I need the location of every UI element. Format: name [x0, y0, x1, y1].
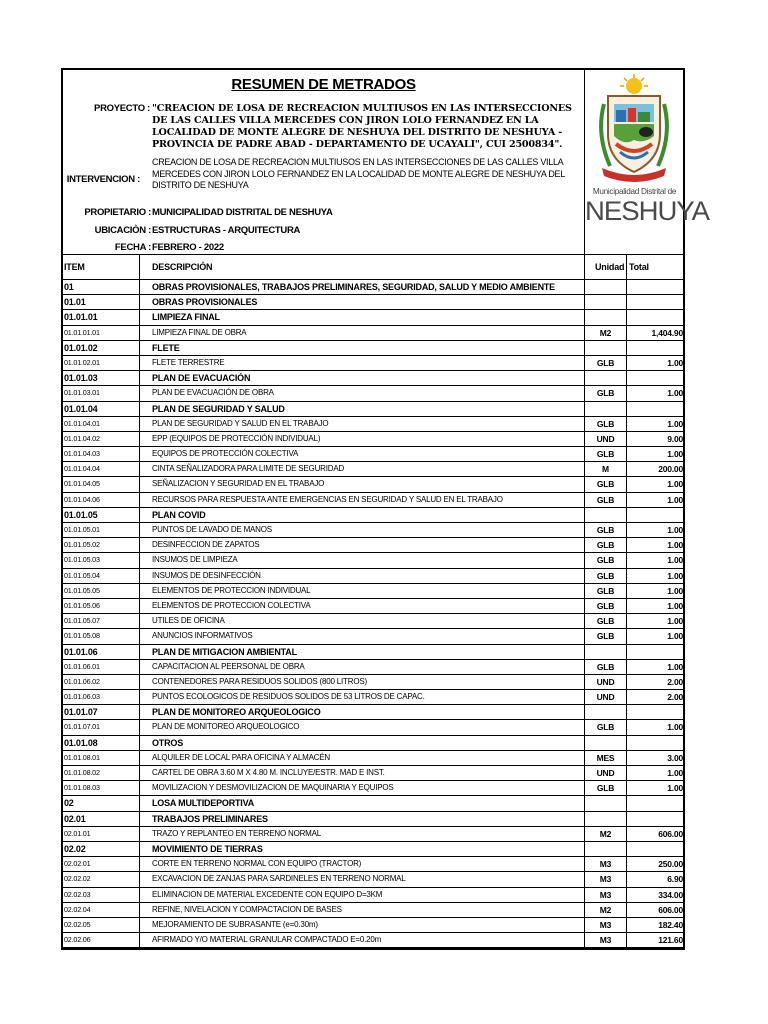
table-row — [63, 417, 683, 432]
table-row — [63, 857, 683, 872]
row-total: 3.00 — [667, 752, 683, 763]
table-row — [63, 736, 683, 751]
row-total: 334.00 — [658, 889, 683, 900]
table-row — [63, 356, 683, 371]
row-unit: GLB — [585, 629, 627, 643]
table-row — [63, 538, 683, 553]
row-item-code: 01.01.05.03 — [63, 553, 140, 567]
row-total — [627, 371, 683, 385]
row-total: 2.00 — [667, 692, 683, 703]
row-total — [627, 842, 683, 856]
row-unit — [585, 842, 627, 856]
row-unit: M3 — [585, 857, 627, 871]
page-title: RESUMEN DE METRADOS — [231, 76, 416, 93]
row-unit: M3 — [585, 888, 627, 902]
row-unit: UND — [585, 432, 627, 446]
metrados-table — [63, 254, 683, 948]
table-row — [63, 280, 683, 295]
row-description: REFINE, NIVELACION Y COMPACTACION DE BASES — [140, 903, 585, 917]
table-row — [63, 690, 683, 705]
table-row — [63, 888, 683, 903]
row-description: CAPACITACION AL PEERSONAL DE OBRA — [140, 660, 585, 674]
row-description: OBRAS PROVISIONALES — [140, 295, 585, 309]
row-item-code: 01.01.04.05 — [63, 477, 140, 491]
row-total: 182.40 — [658, 919, 683, 930]
metrados-sheet — [61, 68, 709, 950]
row-total — [627, 295, 683, 309]
table-row — [63, 660, 683, 675]
table-row — [63, 796, 683, 811]
row-description: ELEMENTOS DE PROTECCION COLECTIVA — [140, 599, 585, 613]
row-total: 1.00 — [667, 768, 683, 778]
table-row — [63, 872, 683, 887]
table-row — [63, 751, 683, 766]
intervencion-value: CREACION DE LOSA DE RECREACION MULTIUSOS EN LAS INTERSECCIONES DE LAS CALLES VILLA MERCEDES CON JIRON LOLO FERNANDEZ EN LA LOCALIDAD DE MONTE ALEGRE DE NESHUYA DEL DISTRITO DE NESHUYA — [152, 157, 565, 190]
row-description: UTILES DE OFICINA — [140, 614, 585, 628]
propietario-value: MUNICIPALIDAD DISTRITAL DE NESHUYA — [152, 207, 333, 218]
row-total: 606.00 — [658, 828, 683, 839]
row-item-code: 01.01.02 — [63, 341, 140, 355]
row-total: 1.00 — [667, 600, 683, 611]
proyecto-value: "CREACION DE LOSA DE RECREACION MULTIUSOS EN LAS INTERSECCIONES DE LAS CALLES VILLA MERCEDES CON JIRON LOLO FERNANDEZ EN LA LOCALIDAD DE MONTE ALEGRE DE NESHUYA DEL DISTRITO DE NESHUYA - PROVINCIA DE PADRE ABAD - DEPARTAMENTO DE UCAYALI", CUI 2500834". — [152, 103, 572, 150]
table-row — [63, 614, 683, 629]
table-row — [63, 918, 683, 933]
row-item-code: 01.01.06 — [63, 645, 140, 659]
fecha-label: FECHA : — [114, 242, 151, 253]
row-total: 1.00 — [667, 616, 683, 627]
table-row — [63, 508, 683, 523]
row-unit: M2 — [585, 903, 627, 917]
table-row — [63, 766, 683, 781]
row-description: MEJORAMIENTO DE SUBRASANTE (e=0.30m) — [140, 918, 585, 932]
table-row — [63, 933, 683, 948]
row-unit — [585, 796, 627, 810]
row-unit — [585, 295, 627, 309]
row-item-code: 02 — [63, 796, 140, 810]
row-description: PUNTOS DE LAVADO DE MANOS — [140, 523, 585, 537]
table-row — [63, 462, 683, 477]
table-row — [63, 371, 683, 386]
row-description: PLAN DE MITIGACION AMBIENTAL — [140, 645, 585, 659]
row-unit: UND — [585, 766, 627, 780]
row-description: LOSA MULTIDEPORTIVA — [140, 796, 585, 810]
table-row — [63, 295, 683, 310]
row-unit — [585, 508, 627, 522]
row-unit: GLB — [585, 447, 627, 461]
table-row — [63, 812, 683, 827]
row-item-code: 01.01.04.04 — [63, 462, 140, 476]
row-unit — [585, 645, 627, 659]
row-total: 1.00 — [667, 479, 683, 490]
row-total — [627, 508, 683, 522]
row-total: 1.00 — [667, 555, 683, 566]
row-total: 1.00 — [667, 585, 683, 596]
logo-name: NESHUYA — [585, 196, 709, 226]
row-total — [627, 402, 683, 416]
row-item-code: 01.01.04.02 — [63, 432, 140, 446]
table-row — [63, 553, 683, 568]
row-item-code: 01.01 — [63, 295, 140, 309]
row-unit: GLB — [585, 538, 627, 552]
row-total — [627, 796, 683, 810]
row-total: 1.00 — [667, 388, 683, 399]
row-unit — [585, 341, 627, 355]
row-total: 1.00 — [667, 418, 683, 429]
row-description: PLAN DE EVACUACIÓN DE OBRA — [140, 386, 585, 400]
table-row — [63, 386, 683, 401]
row-description: EXCAVACION DE ZANJAS PARA SARDINELES EN TERRENO NORMAL — [140, 872, 585, 886]
row-item-code: 02.01 — [63, 812, 140, 826]
row-unit: GLB — [585, 493, 627, 507]
row-unit: GLB — [585, 356, 627, 370]
row-item-code: 01.01.05.06 — [63, 599, 140, 613]
row-unit: MES — [585, 751, 627, 765]
table-row — [63, 310, 683, 325]
row-description: CONTENEDORES PARA RESIDUOS SOLIDOS (800 LITROS) — [140, 675, 585, 689]
table-row — [63, 326, 683, 341]
row-total — [627, 341, 683, 355]
row-description: ALQUILER DE LOCAL PARA OFICINA Y ALMACÉN — [140, 751, 585, 765]
row-total — [627, 280, 683, 294]
row-unit: M3 — [585, 872, 627, 886]
row-item-code: 02.02 — [63, 842, 140, 856]
table-body — [63, 280, 683, 948]
row-item-code: 01 — [63, 280, 140, 294]
row-description: OBRAS PROVISIONALES, TRABAJOS PRELIMINARES, SEGURIDAD, SALUD Y MEDIO AMBIENTE — [140, 280, 585, 294]
row-description: EPP (EQUIPOS DE PROTECCIÓN INDIVIDUAL) — [140, 432, 585, 446]
row-unit: GLB — [585, 417, 627, 431]
row-description: MOVILIZACION Y DESMOVILIZACION DE MAQUINARIA Y EQUIPOS — [140, 781, 585, 795]
row-description: ANUNCIOS INFORMATIVOS — [140, 629, 585, 643]
table-row — [63, 341, 683, 356]
table-row — [63, 432, 683, 447]
row-description: PLAN DE SEGURIDAD Y SALUD — [140, 402, 585, 416]
row-unit: GLB — [585, 477, 627, 491]
row-item-code: 01.01.08.02 — [63, 766, 140, 780]
row-description: OTROS — [140, 736, 585, 750]
row-total: 2.00 — [667, 676, 683, 687]
row-item-code: 01.01.06.02 — [63, 675, 140, 689]
table-row — [63, 705, 683, 720]
intervencion-label: INTERVENCION : — [66, 174, 140, 185]
row-total — [627, 310, 683, 324]
table-row — [63, 629, 683, 644]
row-description: DESINFECCION DE ZAPATOS — [140, 538, 585, 552]
row-unit: GLB — [585, 660, 627, 674]
row-item-code: 01.01.05.04 — [63, 569, 140, 583]
logo-caption: Municipalidad Distrital de — [592, 187, 677, 196]
row-item-code: 01.01.01.01 — [63, 326, 140, 340]
row-unit: GLB — [585, 599, 627, 613]
row-unit: GLB — [585, 523, 627, 537]
row-description: PLAN DE MONITOREO ARQUEOLOGICO — [140, 705, 585, 719]
table-row — [63, 493, 683, 508]
row-unit: GLB — [585, 553, 627, 567]
row-total: 1.00 — [667, 540, 683, 551]
row-description: MOVIMIENTO DE TIERRAS — [140, 842, 585, 856]
row-item-code: 02.02.03 — [63, 888, 140, 902]
row-unit — [585, 280, 627, 294]
row-description: AFIRMADO Y/O MATERIAL GRANULAR COMPACTADO E=0.20m — [140, 933, 585, 947]
row-item-code: 01.01.06.01 — [63, 660, 140, 674]
column-header-descripcion: DESCRIPCIÓN — [140, 254, 585, 279]
row-description: SEÑALIZACION Y SEGURIDAD EN EL TRABAJO — [140, 477, 585, 491]
row-description: CINTA SEÑALIZADORA PARA LIMITE DE SEGURIDAD — [140, 462, 585, 476]
row-unit: M — [585, 462, 627, 476]
ubicacion-label: UBICACIÒN : — [94, 225, 151, 236]
row-description: TRAZO Y REPLANTEO EN TERRENO NORMAL — [140, 827, 585, 841]
row-item-code: 01.01.08.01 — [63, 751, 140, 765]
row-total: 1.00 — [667, 494, 683, 505]
municipality-logo — [585, 74, 709, 250]
row-unit: GLB — [585, 386, 627, 400]
fecha-value: FEBRERO - 2022 — [152, 242, 224, 253]
row-unit — [585, 812, 627, 826]
row-description: PLAN DE SEGURIDAD Y SALUD EN EL TRABAJO — [140, 417, 585, 431]
row-item-code: 01.01.04.01 — [63, 417, 140, 431]
row-description: EQUIPOS DE PROTECCIÓN COLECTIVA — [140, 447, 585, 461]
row-item-code: 01.01.03.01 — [63, 386, 140, 400]
row-unit: M3 — [585, 933, 627, 947]
row-unit — [585, 736, 627, 750]
row-total: 250.00 — [658, 859, 683, 870]
row-unit: GLB — [585, 569, 627, 583]
row-unit: M3 — [585, 918, 627, 932]
row-total — [627, 736, 683, 750]
row-item-code: 01.01.08 — [63, 736, 140, 750]
row-item-code: 01.01.01 — [63, 310, 140, 324]
table-row — [63, 402, 683, 417]
row-description: PLAN COVID — [140, 508, 585, 522]
row-total: 606.00 — [658, 904, 683, 915]
row-total: 1.00 — [667, 449, 683, 460]
row-unit — [585, 705, 627, 719]
table-row — [63, 447, 683, 462]
table-row — [63, 584, 683, 599]
row-item-code: 01.01.04.03 — [63, 447, 140, 461]
table-row — [63, 645, 683, 660]
row-item-code: 01.01.05.02 — [63, 538, 140, 552]
table-header-row — [63, 254, 683, 280]
column-header-item: ITEM — [63, 254, 140, 279]
row-item-code: 02.02.01 — [63, 857, 140, 871]
row-description: ELIMINACION DE MATERIAL EXCEDENTE CON EQUIPO D=3KM — [140, 888, 585, 902]
row-description: ELEMENTOS DE PROTECCION INDIVIDUAL — [140, 584, 585, 598]
row-total: 1.00 — [667, 631, 683, 642]
row-item-code: 01.01.05.08 — [63, 629, 140, 643]
row-unit: GLB — [585, 584, 627, 598]
row-item-code: 02.02.02 — [63, 872, 140, 886]
ubicacion-value: ESTRUCTURAS - ARQUITECTURA — [152, 225, 301, 236]
row-description: TRABAJOS PRELIMINARES — [140, 812, 585, 826]
row-total: 1.00 — [667, 722, 683, 733]
row-unit — [585, 310, 627, 324]
row-description: CORTE EN TERRENO NORMAL CON EQUIPO (TRACTOR) — [140, 857, 585, 871]
row-item-code: 01.01.03 — [63, 371, 140, 385]
row-unit: GLB — [585, 614, 627, 628]
row-unit: GLB — [585, 720, 627, 734]
row-item-code: 01.01.04.06 — [63, 493, 140, 507]
row-unit — [585, 402, 627, 416]
row-unit — [585, 371, 627, 385]
row-description: LIMPIEZA FINAL — [140, 310, 585, 324]
row-unit: M2 — [585, 827, 627, 841]
row-item-code: 02.02.05 — [63, 918, 140, 932]
table-row — [63, 781, 683, 796]
row-total — [627, 645, 683, 659]
row-total: 1,404.90 — [651, 327, 683, 338]
table-row — [63, 599, 683, 614]
row-description: FLETE TERRESTRE — [140, 356, 585, 370]
row-description: LIMPIEZA FINAL DE OBRA — [140, 326, 585, 340]
row-description: PLAN DE MONITOREO ARQUEOLOGICO — [140, 720, 585, 734]
row-description: FLETE — [140, 341, 585, 355]
row-item-code: 02.02.04 — [63, 903, 140, 917]
table-row — [63, 477, 683, 492]
row-total: 1.00 — [667, 357, 683, 368]
row-item-code: 01.01.05.05 — [63, 584, 140, 598]
row-unit: UND — [585, 690, 627, 704]
row-total: 200.00 — [658, 464, 683, 475]
table-row — [63, 842, 683, 857]
column-header-unidad: Unidad — [585, 254, 627, 279]
row-item-code: 01.01.04 — [63, 402, 140, 416]
row-description: RECURSOS PARA RESPUESTA ANTE EMERGENCIAS EN SEGURIDAD Y SALUD EN EL TRABAJO — [140, 493, 585, 507]
table-row — [63, 675, 683, 690]
column-header-total: Total — [629, 262, 649, 272]
row-total: 1.00 — [667, 525, 683, 535]
row-total — [627, 812, 683, 826]
row-total: 1.00 — [667, 570, 683, 581]
proyecto-label: PROYECTO : — [94, 103, 150, 114]
table-row — [63, 720, 683, 735]
row-item-code: 01.01.07.01 — [63, 720, 140, 734]
table-row — [63, 827, 683, 842]
row-unit: M2 — [585, 326, 627, 340]
row-description: PLAN DE EVACUACIÓN — [140, 371, 585, 385]
row-item-code: 01.01.05 — [63, 508, 140, 522]
row-description: CARTEL DE OBRA 3.60 M X 4.80 M. INCLUYE/ESTR. MAD E INST. — [140, 766, 585, 780]
row-item-code: 01.01.08.03 — [63, 781, 140, 795]
row-description: PUNTOS ECOLOGICOS DE RESIDUOS SOLIDOS DE 53 LITROS DE CAPAC. — [140, 690, 585, 704]
row-item-code: 02.02.06 — [63, 933, 140, 947]
row-item-code: 02.01.01 — [63, 827, 140, 841]
row-item-code: 01.01.05.01 — [63, 523, 140, 537]
table-row — [63, 569, 683, 584]
sheet-header — [63, 70, 709, 255]
propietario-label: PROPIETARIO : — [84, 207, 151, 218]
row-item-code: 01.01.02.01 — [63, 356, 140, 370]
table-row — [63, 903, 683, 918]
row-description: INSUMOS DE DESINFECCIÓN — [140, 569, 585, 583]
row-item-code: 01.01.07 — [63, 705, 140, 719]
row-item-code: 01.01.05.07 — [63, 614, 140, 628]
row-total: 9.00 — [667, 433, 683, 444]
row-total: 6.90 — [667, 874, 683, 885]
row-unit: UND — [585, 675, 627, 689]
row-item-code: 01.01.06.03 — [63, 690, 140, 704]
row-total — [627, 705, 683, 719]
row-total: 121.60 — [658, 935, 683, 946]
row-unit: GLB — [585, 781, 627, 795]
table-row — [63, 523, 683, 538]
row-total: 1.00 — [667, 783, 683, 794]
row-description: INSUMOS DE LIMPIEZA — [140, 553, 585, 567]
row-total: 1.00 — [667, 661, 683, 672]
